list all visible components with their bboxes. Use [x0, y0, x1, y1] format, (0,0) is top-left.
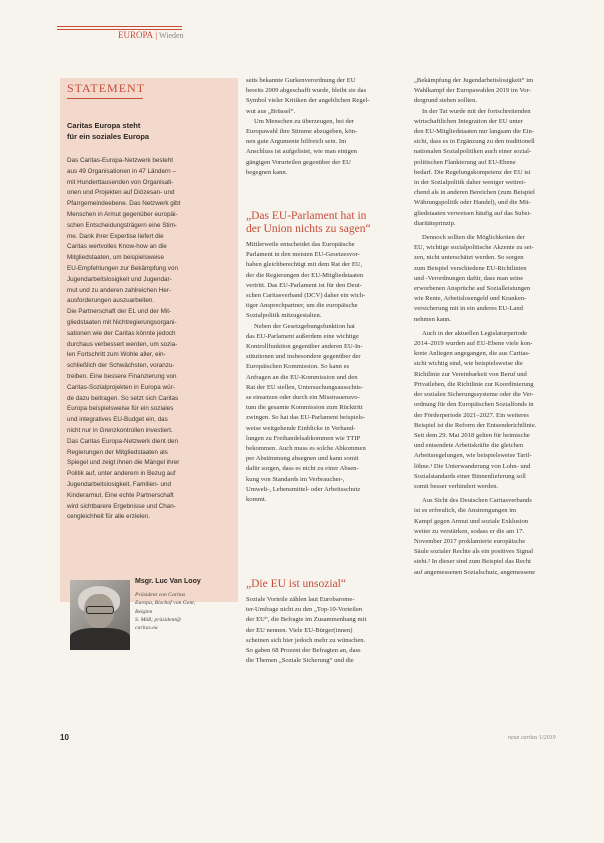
text-line: Europa, Bischof von Gent, [135, 600, 196, 607]
text-line: Sozialstandards einer Binnenlieferung soll [414, 472, 526, 480]
text-line: „Das EU-Parlament hat in [246, 210, 367, 222]
text-line: Caritas-Sozialprojekten in Europa wür- [67, 383, 175, 391]
text-line: scheinen sich hier jedoch mehr zu wünschen. [246, 636, 366, 644]
text-line: Spiegel und zeigt ihnen die Mängel ihrer [67, 459, 180, 467]
text-line: bedarf. Die Regelungskompetenz der EU ist [414, 168, 531, 176]
text-line: Mitgliedstaaten, um beispielsweise [67, 254, 164, 262]
text-line: gliedstaaten verweisen häufig auf das Subsi- [414, 209, 532, 217]
text-line: Währungspolitik oder Handel), und die Mit- [414, 199, 531, 207]
text-line: ist es erfreulich, die Anstrengungen im [414, 507, 517, 515]
text-line: nehmen kann. [414, 315, 451, 323]
text-line: Wahlkampf der Europawahlen 2019 im Vor- [414, 87, 531, 95]
section-header [118, 30, 184, 40]
text-line: Um Menschen zu überzeugen, bei der [254, 117, 354, 125]
text-line: Rat der EU stellen, Untersuchungsausschüs- [246, 383, 364, 391]
text-line: Europäischen Kommission. So kann es [246, 363, 350, 371]
text-line: der EU nennen. Viele EU-Bürger(innen) [246, 626, 353, 634]
text-line: onen und Projekten auf Diözesan- und [67, 189, 175, 197]
text-line: per Abstimmung absegnen und kann somit [246, 455, 359, 463]
text-line: zwingen. So hat das EU-Parlament beispiels- [246, 414, 366, 422]
statement-title [67, 120, 232, 142]
text-line: 2014–2019 wurden auf EU-Ebene viele kon- [414, 340, 533, 348]
text-line: stitutionen und insbesondere gegenüber der [246, 353, 361, 361]
text-line: Caritas wertvolles Know-how an die [67, 243, 167, 251]
text-line: gliedstaaten mit Nichtregierungsorgani- [67, 318, 177, 326]
text-line: vertritt. Das EU-Parlament ist für den Deut- [246, 281, 362, 289]
text-line: versicherung mit in ein anderes EU-Land [414, 305, 523, 313]
statement-body [67, 156, 232, 523]
text-line: ordnung für den Europäischen Sozialfonds in [414, 401, 534, 409]
text-line: nationalen Sozialpolitiken auch einer sozial- [414, 148, 532, 156]
text-line: der die Regierungen der EU-Mitgliedstaaten [246, 271, 364, 279]
text-line: Seit dem 29. Mai 2018 gelten für heimische [414, 431, 530, 439]
text-line: Die Partnerschaft der EL und der Mit- [67, 308, 172, 316]
text-line: Arbeitsregelungen, wie beispielsweise Tarif- [414, 452, 532, 460]
text-line: treiben. Eine bessere Finanzierung von [67, 372, 177, 380]
text-line: politischen Flankierung auf EU-Ebene [414, 158, 516, 166]
text-line: Menschen in Armut gegenüber europäi- [67, 210, 178, 218]
text-line: Privatleben, die Richtlinie zur Koordinierung [414, 380, 534, 388]
text-line: Symbol vieler Kritiken der angeblichen Regel- [246, 97, 370, 105]
text-line: Belgien [135, 608, 153, 615]
text-line: schließlich der Schwächsten, voranzu- [67, 362, 175, 370]
text-line: den EU-Mitgliedstaaten nur langsam die Ein- [414, 128, 534, 136]
text-line: Europawahl ihre Stimme abzugeben, kön- [246, 128, 358, 136]
text-line: chend als in anderen Bereichen (zum Beispiel [414, 189, 535, 197]
text-line: haben gleichberechtigt mit dem Rat der EU, [246, 261, 363, 269]
text-line: der Förderperiode 2021–2027. Ein weiteres [414, 411, 529, 419]
text-line: Umwelt-, Lebensmittel- oder Arbeitsschutz [246, 485, 361, 493]
text-line: mut und zu anderen zahlreichen Her- [67, 286, 171, 294]
text-line: Regierungen der Mitgliedstaaten als [67, 448, 168, 456]
page-number: 10 [60, 733, 69, 742]
text-line: weise weitgehende Einblicke in Verhand- [246, 424, 356, 432]
text-line: S. Mäß; präsident@ [135, 616, 182, 623]
text-line: November 2017 proklamierte europäische [414, 537, 526, 545]
text-line: tiger Ansprechpartner, um die europäische [246, 302, 358, 310]
text-line: durchaus verbessert werden, um sozia- [67, 340, 178, 348]
text-line: caritas.eu [135, 625, 158, 632]
text-line: wut aus „Brüssel“. [246, 107, 296, 115]
text-line: Sozialpolitik mitzugestalten. [246, 312, 322, 320]
text-line: erworbenen Ansprüche auf Sozialleistungen [414, 285, 531, 293]
subheading-parliament [246, 210, 406, 236]
text-line: krete Anliegen angegangen, die aus Caritas- [414, 350, 531, 358]
text-line: wirtschaftlichen Integration der EU unter [414, 117, 523, 125]
text-line: in der Sozialpolitik daher weniger weitrei- [414, 179, 526, 187]
text-line: und entsendete Arbeitskräfte die gleichen [414, 442, 524, 450]
section-label: EUROPA [118, 30, 154, 40]
text-line: kommt. [246, 496, 267, 504]
text-line: In der Tat wurde mit der fortschreitenden [422, 107, 531, 115]
portrait-photo [70, 580, 130, 650]
text-line: schen Entscheidungsträgern eine Stim- [67, 221, 177, 229]
text-line: Neben der Gesetzgebungsfunktion hat [254, 322, 355, 330]
text-line: Präsident von Caritas [135, 592, 186, 598]
text-line: bekommen. Auch muss es solche Abkommen [246, 445, 366, 453]
subsection-label: Wieden [159, 31, 184, 40]
text-line: „Bekämpfung der Jugendarbeitslosigkeit“ im [414, 77, 534, 84]
text-line: der Union nichts zu sagen“ [246, 223, 371, 235]
article-column-2-top [246, 76, 402, 178]
text-line: ter-Umfrage nicht zu den „Top-10-Vorteilen [246, 606, 363, 614]
text-line: EU-Empfehlungen zur Bekämpfung von [67, 264, 178, 272]
subheading-unsocial [246, 578, 406, 591]
text-line: me. Dank ihrer Expertise liefert die [67, 232, 164, 240]
text-line: Das Caritas-Europa-Netzwerk besteht [67, 157, 174, 164]
article-column-3 [414, 76, 570, 578]
text-line: len Fortschritt zum Wohle aller, ein- [67, 351, 166, 359]
magazine-issue: neue caritas 1/2019 [508, 735, 556, 741]
text-line: das EU-Parlament außerdem eine wichtige [246, 332, 359, 340]
article-column-2-middle [246, 240, 402, 505]
text-line: se einsetzen oder durch ein Misstrauensvo- [246, 394, 360, 402]
text-line: sationen wie der Caritas könnte jedoch [67, 329, 176, 337]
text-line: Das Caritas Europa-Netzwerk dient den [67, 437, 178, 445]
text-line: tum die gesamte Kommission zum Rücktritt [246, 404, 363, 412]
text-line: und integratives EU-Budget ein, das [67, 416, 168, 424]
statement-title-line: für ein soziales Europa [67, 132, 150, 141]
text-line: aus 49 Organisationen in 47 Ländern – [67, 167, 176, 175]
text-line: Kampf gegen Armut und soziale Exklusion [414, 517, 529, 525]
article-column-2-bottom [246, 595, 402, 666]
text-line: der sozialen Sicherungssysteme oder die Ver- [414, 391, 534, 399]
text-line: de dazu beitragen. So setzt sich Caritas [67, 394, 179, 402]
text-line: gängigen Vorurteilen gegenüber der EU [246, 158, 351, 166]
text-line: Auch in der aktuellen Legislaturperiode [422, 329, 528, 337]
text-line: dergrund stehen sollten. [414, 97, 478, 105]
text-line: Kinderarmut. Eine echte Partnerschaft [67, 491, 174, 499]
text-line: wie Rente, Arbeitslosengeld und Kranken- [414, 295, 527, 303]
text-line: Jugendarbeitslosigkeit und Jugendar- [67, 275, 172, 283]
text-line: nen gute Argumente hilfreich sein. Im [246, 138, 347, 146]
text-line: diaritätsprinzip. [414, 219, 456, 227]
text-line: Politik auf, unter anderem in Bezug auf [67, 470, 176, 478]
text-line: nicht nur in Grenzkontrollen investiert. [67, 426, 173, 434]
text-line: „Die EU ist unsozial“ [246, 578, 346, 590]
text-line: Mittlerweile entscheidet das Europäische [246, 241, 355, 248]
text-line: Anfragen an die EU-Kommission und den [246, 373, 358, 381]
statement-title-line: Caritas Europa steht [67, 121, 141, 130]
text-line: auf angemessenen Sozialschutz, angemessene [414, 568, 536, 576]
caption-role [135, 591, 235, 632]
text-line: Richtlinie zur Vereinbarkeit von Beruf und [414, 370, 527, 378]
text-line: sieht.² In dieser sind zum Beispiel das Recht [414, 558, 531, 566]
text-line: Jugendarbeitslosigkeit, Familien- und [67, 480, 171, 488]
text-line: dafür sorgen, dass es nicht zu einer Absen- [246, 465, 359, 473]
text-line: zum Beispiel verschiedene EU-Richtlinien [414, 264, 527, 272]
text-line: Soziale Vorteile zählen laut Eurobarome- [246, 596, 355, 603]
text-line: mit Hunderttausenden von Organisati- [67, 178, 174, 186]
text-line: begegnen kann. [246, 168, 288, 176]
text-line: schen Caritasverband (DCV) daher ein wich- [246, 292, 366, 300]
text-line: EU, wichtige sozialpolitische Akzente zu set- [414, 244, 534, 252]
text-line: bereits 2009 abgeschafft wurde, bleibt sie das [246, 87, 367, 95]
text-line: Dennoch sollten die Möglichkeiten der [422, 234, 525, 242]
text-line: der EU“, die Befragte im Zusammenhang mit [246, 616, 367, 624]
text-line: und -Verordnungen dafür, dass man seine [414, 274, 524, 282]
text-line: zen, nicht unterschätzt werden. So sorgen [414, 254, 524, 262]
text-line: Aus Sicht des Deutschen Caritasverbands [422, 497, 532, 505]
text-line: Parlament in den meisten EU-Gesetzesvor- [246, 251, 360, 259]
statement-heading: STATEMENT [67, 81, 146, 95]
text-line: Säule sozialer Rechte als ein positives Signal [414, 548, 534, 556]
text-line: lungen zu Freihandelsabkommen wie TTIP [246, 434, 361, 442]
text-line: Anschluss ist aufgelistet, wie man einigen [246, 148, 357, 156]
text-line: sicht wichtig sind, wie beispielsweise die [414, 360, 523, 368]
text-line: somit besser verhindert werden. [414, 482, 499, 490]
text-line: seits bekannte Gurkenverordnung der EU [246, 77, 356, 84]
header-separator: | [155, 30, 157, 40]
header-rule-top [57, 26, 182, 27]
text-line: Kontrollfunktion gegenüber anderen EU-In- [246, 343, 363, 351]
text-line: Pfarrgemeindeebene. Das Netzwerk gibt [67, 200, 181, 208]
text-line: weiter zu verstärken, sodass er die am 17. [414, 527, 525, 535]
text-line: löhne.¹ Die Unterwanderung von Lohn- und [414, 462, 531, 470]
text-line: die Themen „Soziale Sicherung“ und die [246, 657, 354, 665]
statement-heading-rule [67, 98, 143, 99]
text-line: cengleichheit für alle erzielen. [67, 513, 150, 521]
text-line: ausforderungen auszuarbeiten. [67, 297, 155, 305]
text-line: sicht, dass es in Ergänzung zu den traditionell [414, 138, 535, 146]
text-line: Europa beispielsweise für ein soziales [67, 405, 174, 413]
text-line: kung von Standards im Verbraucher-, [246, 475, 345, 483]
text-line: wird sichtbarere Ergebnisse und Chan- [67, 502, 176, 510]
text-line: So gaben 68 Prozent der Befragten an, dass [246, 647, 361, 655]
text-line: Beispiel ist die Reform der Entsenderichtlinie. [414, 421, 537, 429]
caption-name: Msgr. Luc Van Looy [135, 578, 201, 585]
